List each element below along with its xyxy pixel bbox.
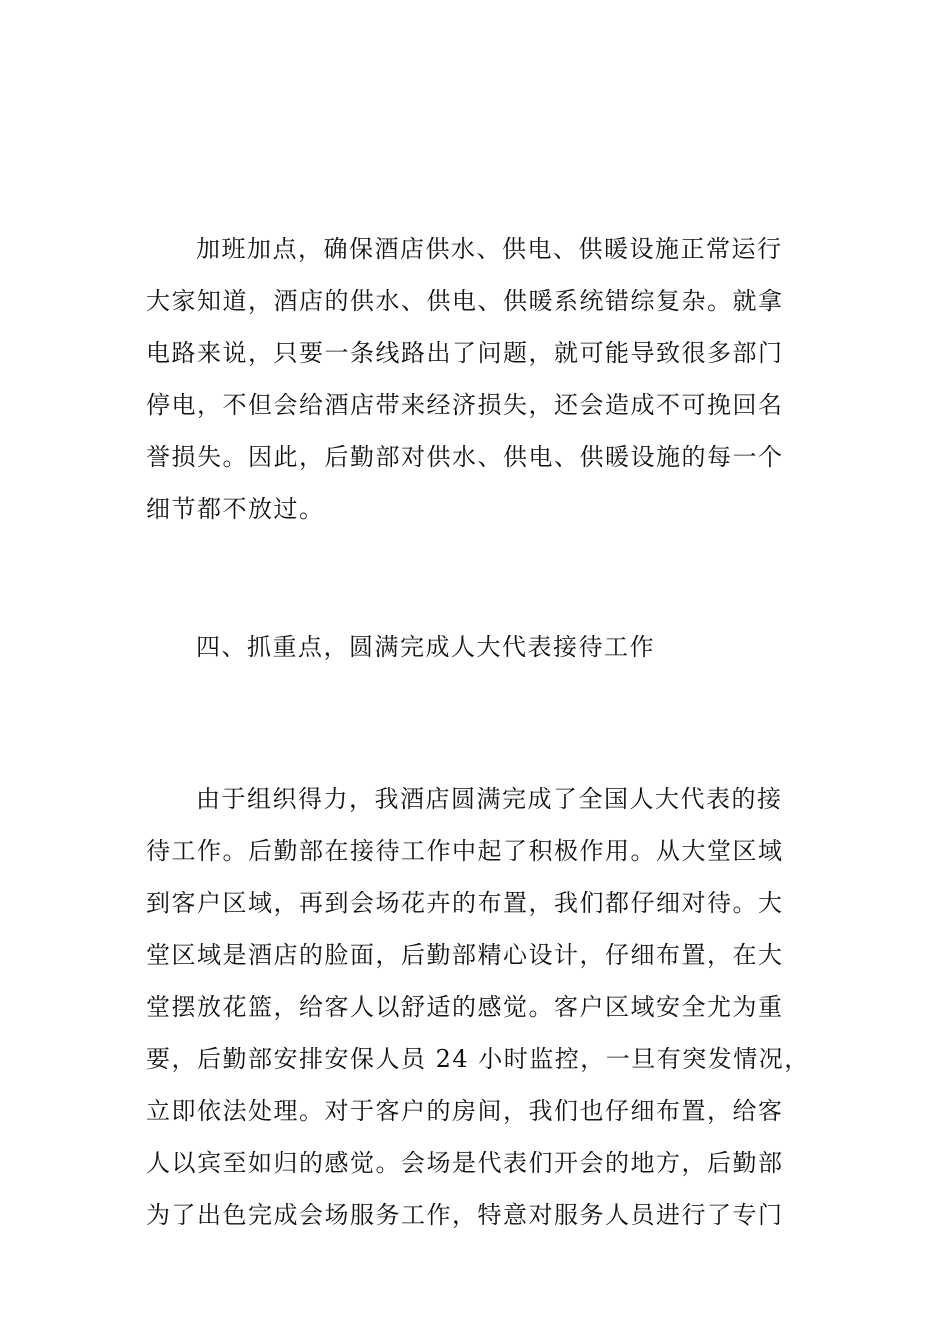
paragraph-line: 誉损失。因此，后勤部对供水、供电、供暖设施的每一个: [146, 443, 784, 471]
paragraph-facilities: [146, 223, 806, 535]
section-heading: [146, 621, 806, 673]
paragraph-line: 加班加点，确保酒店供水、供电、供暖设施正常运行: [196, 235, 783, 263]
paragraph-line: 为了出色完成会场服务工作，特意对服务人员进行了专门: [146, 1201, 784, 1229]
paragraph-reception: [146, 773, 810, 1241]
paragraph-line: 立即依法处理。对于客户的房间，我们也仔细布置，给客: [146, 1097, 784, 1125]
paragraph-line: 待工作。后勤部在接待工作中起了积极作用。从大堂区域: [146, 837, 784, 865]
paragraph-line: 堂摆放花篮，给客人以舒适的感觉。客户区域安全尤为重: [146, 993, 784, 1021]
paragraph-line: 人以宾至如归的感觉。会场是代表们开会的地方，后勤部: [146, 1149, 784, 1177]
paragraph-line: 由于组织得力，我酒店圆满完成了全国人大代表的接: [196, 785, 783, 813]
paragraph-line: 电路来说，只要一条线路出了问题，就可能导致很多部门: [146, 339, 784, 367]
paragraph-line: 到客户区域，再到会场花卉的布置，我们都仔细对待。大: [146, 889, 784, 917]
section-heading-text: 四、抓重点，圆满完成人大代表接待工作: [196, 633, 655, 661]
paragraph-line: 要，后勤部安排安保人员 24 小时监控，一旦有突发情况，: [146, 1045, 810, 1073]
paragraph-line: 堂区域是酒店的脸面，后勤部精心设计，仔细布置，在大: [146, 941, 784, 969]
paragraph-line: 细节都不放过。: [146, 495, 325, 523]
paragraph-line: 停电，不但会给酒店带来经济损失，还会造成不可挽回名: [146, 391, 784, 419]
paragraph-line: 大家知道，酒店的供水、供电、供暖系统错综复杂。就拿: [146, 287, 784, 315]
